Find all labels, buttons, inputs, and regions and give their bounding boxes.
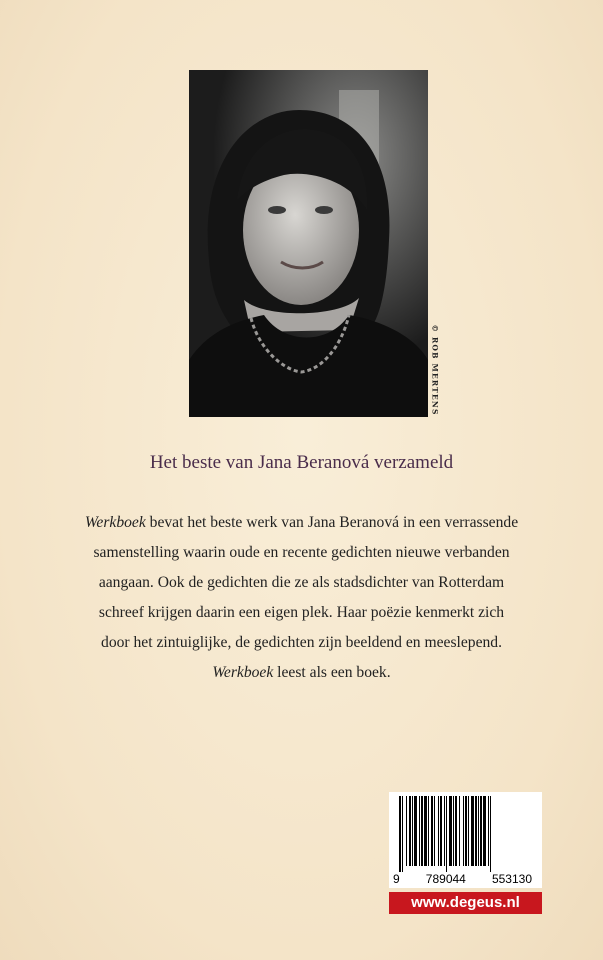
barcode-bar <box>414 796 417 866</box>
barcode-bar <box>421 796 423 866</box>
barcode-bar <box>424 796 427 866</box>
barcode-bar <box>471 796 474 866</box>
barcode-bar <box>468 796 469 866</box>
isbn-number: 9 789044 553130 <box>393 872 532 886</box>
barcode-bar <box>490 796 491 872</box>
barcode-bar <box>406 796 407 866</box>
barcode-bar <box>419 796 420 866</box>
barcode-bar <box>455 796 457 866</box>
barcode-bar <box>399 796 401 872</box>
barcode-bar <box>449 796 452 866</box>
barcode-bar <box>444 796 445 866</box>
barcode-bar <box>438 796 439 866</box>
barcode-bar <box>440 796 442 866</box>
barcode-bar <box>463 796 464 866</box>
barcode-bar <box>428 796 429 866</box>
blurb-line: Werkboek leest als een boek. <box>212 664 391 681</box>
barcode-bar <box>434 796 435 866</box>
publisher-url[interactable]: www.degeus.nl <box>389 892 542 914</box>
barcode-bar <box>412 796 413 866</box>
blurb <box>60 508 543 688</box>
barcode-bars <box>397 796 535 872</box>
barcode-bar <box>409 796 411 866</box>
blurb-line: samenstelling waarin oude en recente gedichten nieuwe verbanden <box>93 544 510 561</box>
blurb-line: door het zintuiglijke, de gedichten zijn beeldend en meeslepend. <box>101 634 502 651</box>
blurb-line: schreef krijgen daarin een eigen plek. Haar poëzie kenmerkt zich <box>98 604 505 621</box>
barcode-bar <box>431 796 433 866</box>
barcode-bar <box>483 796 486 866</box>
barcode-bar <box>446 796 447 872</box>
barcode-bar <box>480 796 482 866</box>
barcode-bar <box>488 796 489 866</box>
barcode-bar <box>459 796 460 866</box>
barcode-bar <box>478 796 479 866</box>
blurb-line: aangaan. Ook de gedichten die ze als stadsdichter van Rotterdam <box>98 574 505 591</box>
barcode-bar <box>475 796 477 866</box>
barcode-bar <box>402 796 403 872</box>
isbn-barcode <box>389 792 542 888</box>
book-title: Werkboek <box>84 514 146 531</box>
book-title: Werkboek <box>212 664 274 681</box>
tagline: Het beste van Jana Beranová verzameld <box>149 452 454 473</box>
author-photo <box>189 70 428 417</box>
barcode-bar <box>453 796 454 866</box>
barcode-bar <box>465 796 467 866</box>
photo-credit: © ROB MERTENS <box>430 324 440 416</box>
blurb-line: Werkboek bevat het beste werk van Jana Beranová in een verrassende <box>84 514 519 531</box>
